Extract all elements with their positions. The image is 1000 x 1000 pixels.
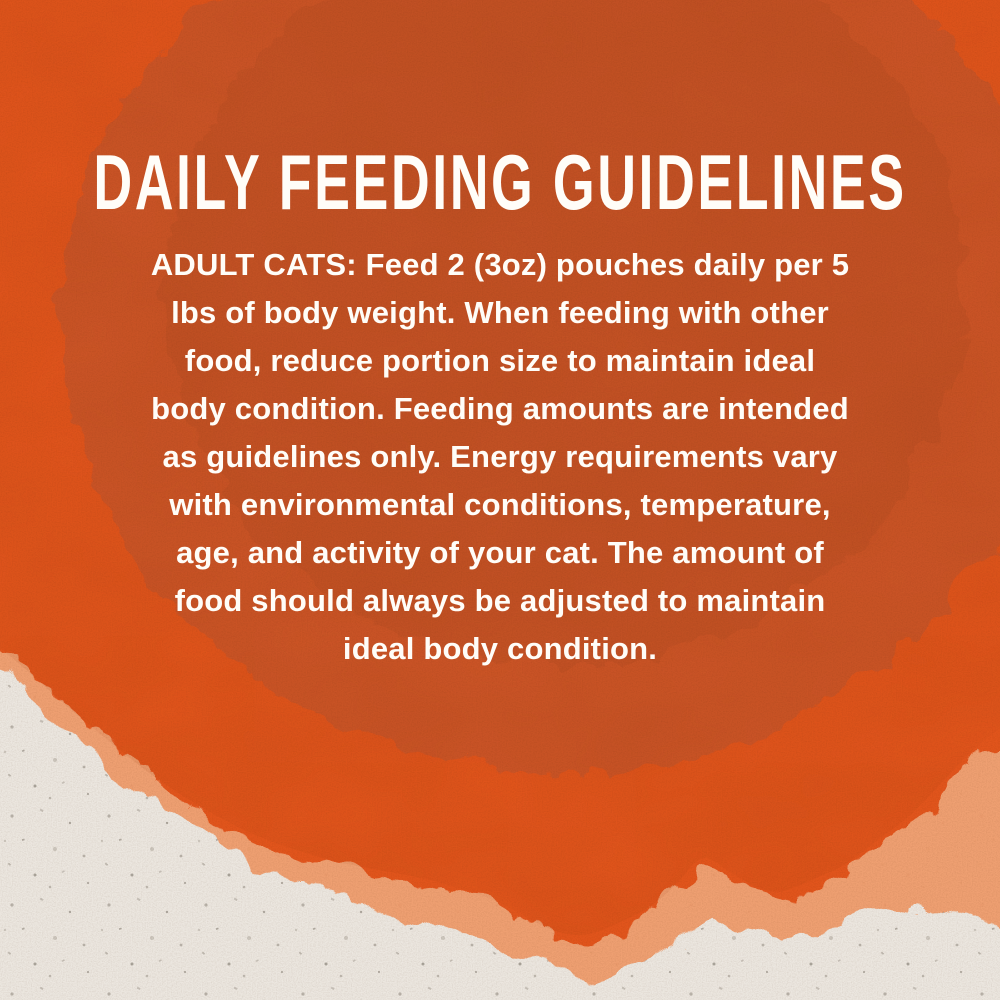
paragraph-line: lbs of body weight. When feeding with other — [171, 295, 829, 330]
paragraph-line: with environmental conditions, temperature, — [169, 487, 831, 522]
paragraph-line: age, and activity of your cat. The amount of — [176, 535, 824, 570]
paragraph-line: body condition. Feeding amounts are intended — [151, 391, 849, 426]
feeding-guidelines-paragraph — [90, 241, 910, 673]
paragraph-line: as guidelines only. Energy requirements vary — [162, 439, 838, 474]
paragraph-line: ADULT CATS: Feed 2 (3oz) pouches daily per 5 — [150, 247, 850, 282]
page-title: DAILY FEEDING GUIDELINES — [93, 138, 907, 226]
paragraph-line: food, reduce portion size to maintain ideal — [184, 343, 816, 378]
paragraph-line: food should always be adjusted to maintain — [174, 583, 826, 618]
paragraph-line: ideal body condition. — [342, 631, 658, 666]
